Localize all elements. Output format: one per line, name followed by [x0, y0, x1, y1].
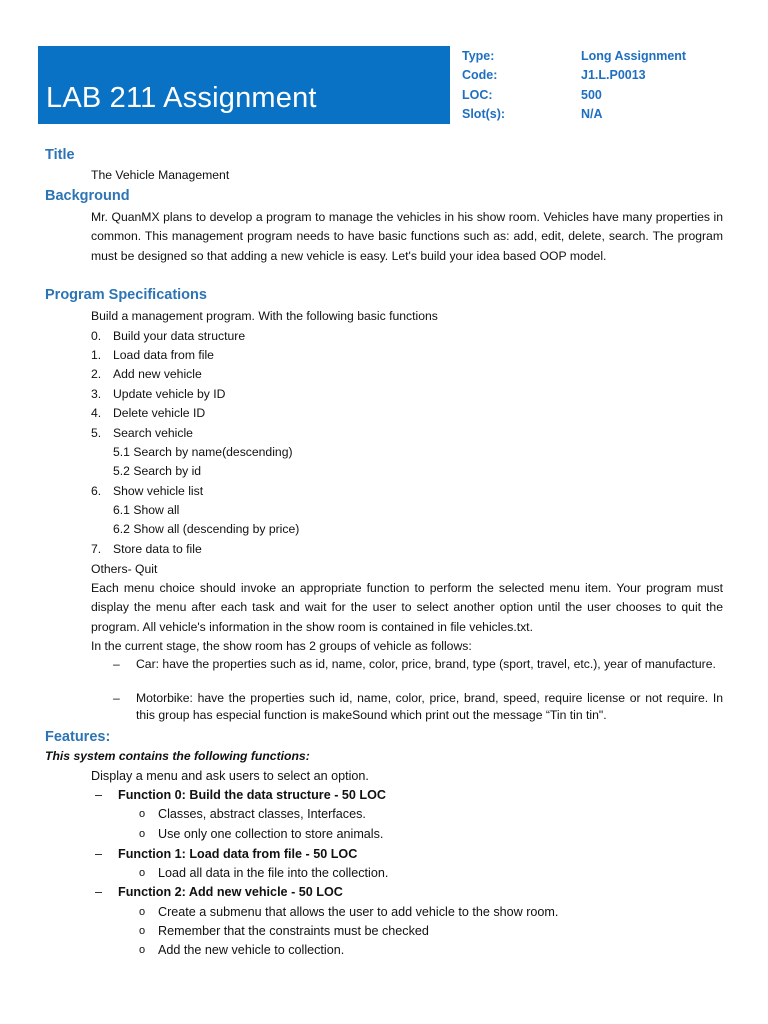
document-title: LAB 211 Assignment: [46, 82, 317, 114]
assignment-meta: [462, 47, 762, 124]
features-intro: This system contains the following functions:: [45, 749, 310, 763]
sub-list-item: 6.2 Show all (descending by price): [113, 522, 300, 536]
dash-bullet: –: [95, 788, 103, 802]
heading-program-specifications: Program Specifications: [45, 287, 207, 303]
function-title: Function 0: Build the data structure - 50 LOC: [118, 788, 386, 802]
dash-bullet: –: [95, 885, 103, 899]
sub-list-item: 5.1 Search by name(descending): [113, 445, 293, 459]
circle-bullet: o: [139, 944, 146, 956]
circle-bullet: o: [139, 906, 146, 918]
function-title: Function 2: Add new vehicle - 50 LOC: [118, 885, 343, 899]
heading-features: Features:: [45, 729, 111, 745]
function-detail: Remember that the constraints must be checked: [158, 924, 429, 938]
circle-bullet: o: [139, 867, 146, 879]
list-item: Load data from file: [113, 348, 214, 362]
function-detail: Add the new vehicle to collection.: [158, 943, 345, 957]
meta-row-type: [462, 47, 762, 66]
background-paragraph: Mr. QuanMX plans to develop a program to manage the vehicles in his show room. Vehicles have many properties in common. This management program needs to have basic functions such as: add, edit, delete, search. The program must be designed so that adding a new vehicle is easy. Let's build your idea based OOP model.: [91, 210, 723, 263]
meta-key: LOC:: [462, 87, 493, 102]
specs-intro: Build a management program. With the following basic functions: [91, 309, 438, 323]
meta-key: Slot(s):: [462, 106, 506, 121]
sub-list-item: 5.2 Search by id: [113, 464, 202, 478]
meta-value: 500: [581, 87, 602, 102]
list-item: Search vehicle: [113, 426, 193, 440]
list-number: 0.: [91, 329, 102, 343]
dash-bullet: –: [113, 657, 120, 671]
list-number: 3.: [91, 387, 102, 401]
list-number: 1.: [91, 348, 102, 362]
dash-bullet: –: [113, 691, 120, 705]
meta-value: Long Assignment: [581, 49, 687, 63]
list-item: Show vehicle list: [113, 484, 204, 498]
function-detail: Classes, abstract classes, Interfaces.: [158, 807, 366, 821]
function-detail: Load all data in the file into the collection.: [158, 866, 389, 880]
meta-row-code: [462, 66, 762, 85]
heading-background: Background: [45, 188, 130, 204]
features-display-text: Display a menu and ask users to select an option.: [91, 769, 369, 783]
circle-bullet: o: [139, 925, 146, 937]
circle-bullet: o: [139, 828, 146, 840]
list-number: 7.: [91, 542, 102, 556]
list-number: 2.: [91, 367, 102, 381]
list-number: 4.: [91, 406, 102, 420]
list-number: 6.: [91, 484, 102, 498]
list-number: 5.: [91, 426, 102, 440]
function-detail: Use only one collection to store animals.: [158, 827, 384, 841]
group-car: Car: have the properties such as id, name, color, price, brand, type (sport, travel, etc.), year of manufacture.: [136, 657, 716, 671]
meta-value: J1.L.P0013: [581, 68, 646, 83]
list-item: Store data to file: [113, 542, 202, 556]
title-text: The Vehicle Management: [91, 168, 230, 182]
dash-bullet: –: [95, 847, 103, 861]
circle-bullet: o: [139, 808, 146, 820]
heading-title: Title: [45, 147, 75, 163]
groups-intro: In the current stage, the show room has 2 groups of vehicle as follows:: [91, 639, 472, 653]
function-detail: Create a submenu that allows the user to add vehicle to the show room.: [158, 905, 559, 919]
list-item: Add new vehicle: [113, 367, 202, 381]
menu-paragraph: Each menu choice should invoke an appropriate function to perform the selected menu item. Your program must display the menu after each task and wait for the user to select another option until the user chooses to quit the program. All vehicle's information in the show room is contained in file vehicles.txt.: [91, 581, 723, 634]
header-banner: [38, 46, 450, 124]
sub-list-item: 6.1 Show all: [113, 503, 180, 517]
function-title: Function 1: Load data from file - 50 LOC: [118, 847, 358, 861]
meta-key: Type:: [462, 49, 495, 63]
list-item: Update vehicle by ID: [113, 387, 226, 401]
meta-row-slots: [462, 105, 762, 124]
meta-value: N/A: [581, 106, 603, 121]
list-item: Build your data structure: [113, 329, 246, 343]
meta-row-loc: [462, 86, 762, 105]
others-quit: Others- Quit: [91, 562, 158, 576]
group-motorbike: Motorbike: have the properties such id, name, color, price, brand, speed, require license or not require. In this group has especial function is makeSound which print out the message “Tin tin tin".: [136, 691, 723, 722]
list-item: Delete vehicle ID: [113, 406, 206, 420]
meta-key: Code:: [462, 68, 498, 83]
